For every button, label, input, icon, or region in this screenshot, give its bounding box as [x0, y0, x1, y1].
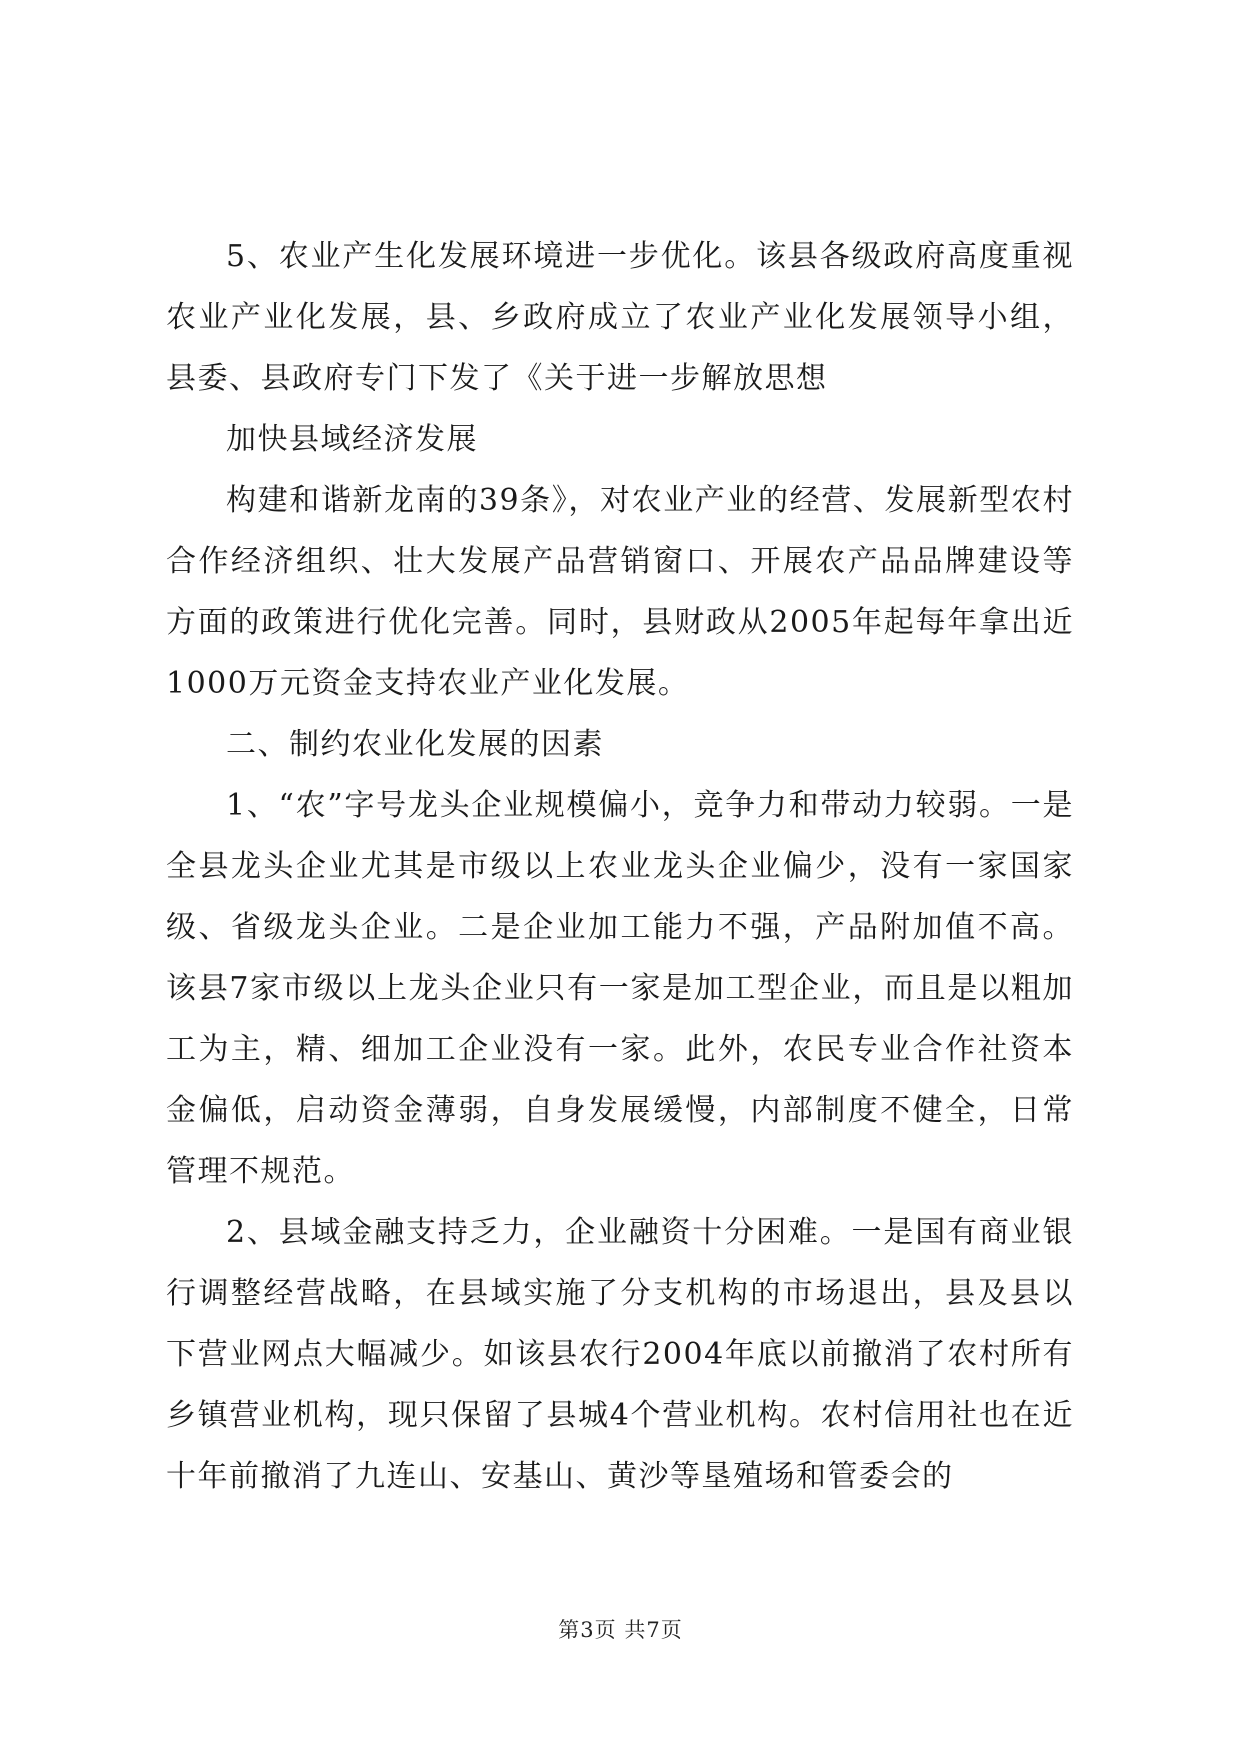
paragraph-financial-support: 2、县域金融支持乏力，企业融资十分困难。一是国有商业银行调整经营战略，在县域实施了分支机构的市场退出，县及县以下营业网点大幅减少。如该县农行2004年底以前撤消了农村所有乡镇营业机构，现只保留了县城4个营业机构。农村信用社也在近十年前撤消了九连山、安基山、黄沙等垦殖场和管委会的 — [166, 1215, 1074, 1494]
section-heading-constraints: 二、制约农业化发展的因素 — [226, 727, 604, 762]
paragraph-leading-enterprises: 1、“农”字号龙头企业规模偏小，竞争力和带动力较弱。一是全县龙头企业尤其是市级以上农业龙头企业偏少，没有一家国家级、省级龙头企业。二是企业加工能力不强，产品附加值不高。该县7家市级以上龙头企业只有一家是加工型企业，而且是以粗加工为主，精、细加工企业没有一家。此外，农民专业合作社资本金偏低，启动资金薄弱，自身发展缓慢，内部制度不健全，日常管理不规范。 — [166, 788, 1074, 1189]
page-number-footer: 第3页 共7页 — [558, 1618, 683, 1642]
document-body — [166, 226, 1074, 1507]
paragraph-development-environment: 5、农业产生化发展环境进一步优化。该县各级政府高度重视农业产业化发展，县、乡政府成立了农业产业化发展领导小组，县委、县政府专门下发了《关于进一步解放思想 — [166, 239, 1074, 396]
paragraph-policy-39-articles: 构建和谐新龙南的39条》，对农业产业的经营、发展新型农村合作经济组织、壮大发展产品营销窗口、开展农产品品牌建设等方面的政策进行优化完善。同时，县财政从2005年起每年拿出近1000万元资金支持农业产业化发展。 — [166, 483, 1074, 701]
document-subheading-county-economy: 加快县域经济发展 — [226, 422, 478, 457]
